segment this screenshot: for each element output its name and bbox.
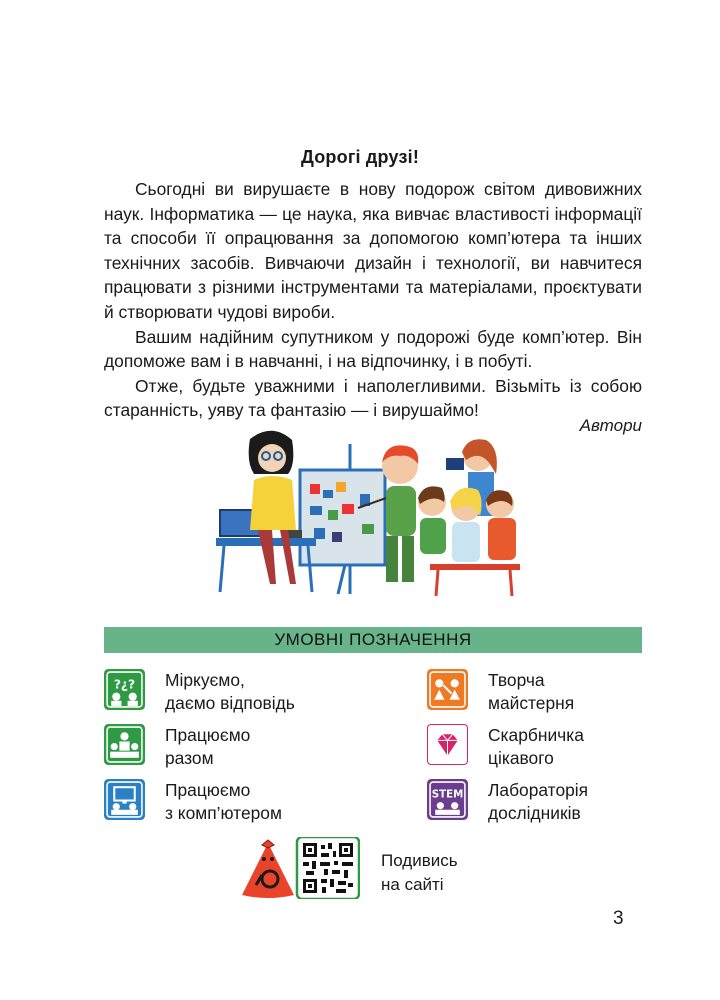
legend-item-gem [427,724,584,770]
legend-label: Працюємо разом [165,725,251,768]
site-label: Подивись на сайті [381,851,458,894]
svg-text:?¿?: ?¿? [113,677,136,692]
workshop-icon [427,669,468,710]
legend-label: Міркуємо, даємо відповідь [165,670,295,713]
legend-item-teamwork [104,724,250,770]
legend-item-workshop [427,669,574,715]
teacher-figure [249,431,296,584]
authors-signature: Автори [579,416,642,435]
legend-item-computer [104,779,282,825]
legend-item-thinking [104,669,295,715]
legend-item-stem [427,779,588,825]
paragraph: Вашим надійним супутником у подорожі буде комп’ютер. Він допоможе вам і в навчанні, і на відпочинку, і в побуті. [104,326,642,372]
gem-icon [427,724,468,765]
page-title: Дорогі друзі! [300,147,420,167]
stem-icon [427,779,468,820]
legend-label: Творча майстерня [488,670,575,713]
qr-code-icon[interactable] [297,837,359,899]
teamwork-icon [104,724,145,765]
stem-badge-text: STEM [431,788,464,801]
legend-label: Працюємо з комп’ютером [165,780,282,823]
intro-text [104,177,642,423]
presentation-board [300,444,385,594]
mascot-icon [242,840,294,898]
thinking-icon [104,669,145,710]
legend-label: Лабораторія дослідників [488,780,589,823]
computer-icon [104,779,145,820]
page-number: 3 [613,908,624,929]
site-link-block [240,837,360,904]
classroom-illustration [210,424,540,602]
students-group [418,439,520,596]
mascot-and-qr [240,837,360,899]
legend-label: Скарбничка цікавого [488,725,584,768]
paragraph: Отже, будьте уважними і наполегливими. Візьміть із собою старанність, уяву та фантазію — і вирушаймо! [104,375,642,421]
legend-title: УМОВНІ ПОЗНАЧЕННЯ [104,627,642,653]
paragraph: Сьогодні ви вирушаєте в нову подорож світом дивовижних наук. Інформатика — це наука, яка вивчає властивості інформації та способи її опрацювання за допомогою комп’ютера та інших технічних засобів. Вивчаючи дизайн і технології, ви навчитеся працювати з різними інструментами та матеріалами, проєктувати й створювати чудові вироби. [104,179,642,322]
